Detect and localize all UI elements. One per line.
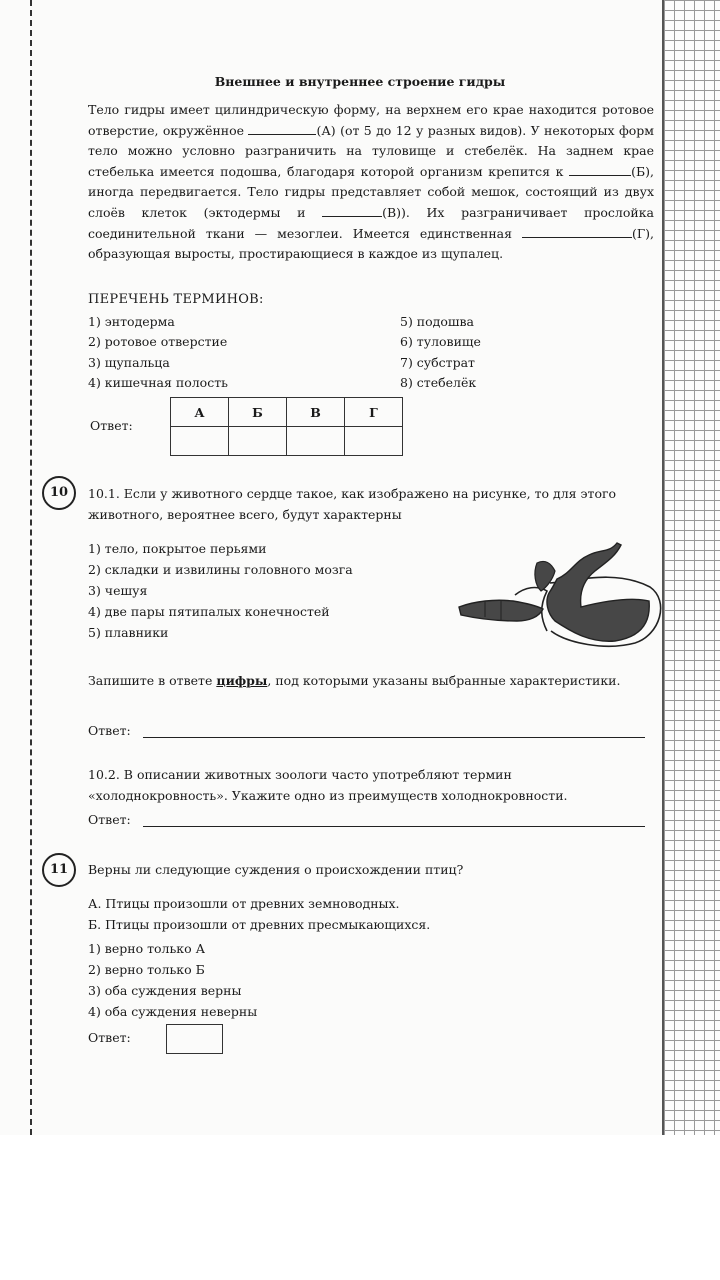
answer-header-b: Б bbox=[229, 398, 287, 427]
answer-header-a: А bbox=[171, 398, 229, 427]
term-item: 6) туловище bbox=[400, 334, 481, 349]
answer-header-v: В bbox=[287, 398, 345, 427]
answer-line-10-2[interactable] bbox=[143, 826, 645, 827]
term-item: 5) подошва bbox=[400, 314, 474, 329]
answer-cell-a[interactable] bbox=[171, 427, 229, 456]
question-10-2-text: 10.2. В описании животных зоологи часто употребляют термин «холоднокровность». Укажите одно из преимуществ холоднокровности. bbox=[88, 767, 568, 803]
answer-cell-v[interactable] bbox=[287, 427, 345, 456]
term-item: 2) ротовое отверстие bbox=[88, 334, 228, 349]
option: 2) складки и извилины головного мозга bbox=[88, 562, 353, 577]
term-item: 8) стебелёк bbox=[400, 375, 477, 390]
grid-margin bbox=[662, 0, 720, 1135]
heart-illustration bbox=[455, 535, 667, 655]
terms-heading: ПЕРЕЧЕНЬ ТЕРМИНОВ: bbox=[88, 292, 264, 307]
blank-v[interactable] bbox=[322, 216, 382, 217]
option: 4) оба суждения неверны bbox=[88, 1004, 258, 1019]
answer-cell-g[interactable] bbox=[345, 427, 403, 456]
q10-instruction: Запишите в ответе цифры, под которыми указаны выбранные характеристики. bbox=[88, 673, 621, 688]
option: 1) верно только А bbox=[88, 941, 206, 956]
term-item: 4) кишечная полость bbox=[88, 375, 228, 390]
answer-table bbox=[170, 397, 403, 456]
blank-b[interactable] bbox=[569, 175, 631, 176]
option: 4) две пары пятипалых конечностей bbox=[88, 604, 330, 619]
statement-a: А. Птицы произошли от древних земноводных. bbox=[88, 896, 400, 911]
answer-label: Ответ: bbox=[88, 1030, 131, 1045]
question-number-10: 10 bbox=[42, 476, 76, 510]
answer-cell-b[interactable] bbox=[229, 427, 287, 456]
question-number-11: 11 bbox=[42, 853, 76, 887]
answer-box-11[interactable] bbox=[166, 1024, 223, 1054]
blank-a[interactable] bbox=[248, 134, 316, 135]
answer-label: Ответ: bbox=[90, 418, 133, 433]
option: 3) чешуя bbox=[88, 583, 148, 598]
answer-label: Ответ: bbox=[88, 723, 131, 738]
term-item: 3) щупальца bbox=[88, 355, 170, 370]
question-10-text: 10.1. Если у животного сердце такое, как изображено на рисунке, то для этого животного, вероятнее всего, будут характерны bbox=[88, 486, 617, 522]
answer-label: Ответ: bbox=[88, 812, 131, 827]
answer-header-g: Г bbox=[345, 398, 403, 427]
statement-b: Б. Птицы произошли от древних пресмыкающихся. bbox=[88, 917, 431, 932]
option: 2) верно только Б bbox=[88, 962, 205, 977]
section-title: Внешнее и внутреннее строение гидры bbox=[214, 74, 506, 89]
option: 3) оба суждения верны bbox=[88, 983, 242, 998]
hydra-paragraph: Тело гидры имеет цилиндрическую форму, на верхнем его крае находится ротовое отверстие, окружённое (А) (от 5 до 12 у разных видов). У некоторых форм тело можно условно разграничить на туловище и стебелёк. На заднем крае стебелька имеется подошва, благодаря которой организм крепится к (Б), иногда передвигается. Тело гидры представляет собой мешок, состоящий из двух слоёв клеток (эктодермы и (В)). Их разграничивает прослойка соединительной ткани — мезоглеи. Имеется единственная (Г), образующая выросты, простирающиеся в каждое из щупалец. bbox=[88, 102, 654, 262]
cut-line bbox=[30, 0, 32, 1135]
term-item: 1) энтодерма bbox=[88, 314, 175, 329]
question-11-text: Верны ли следующие суждения о происхождении птиц? bbox=[88, 862, 464, 877]
option: 5) плавники bbox=[88, 625, 169, 640]
option: 1) тело, покрытое перьями bbox=[88, 541, 267, 556]
term-item: 7) субстрат bbox=[400, 355, 475, 370]
answer-line-10-1[interactable] bbox=[143, 737, 645, 738]
blank-g[interactable] bbox=[522, 237, 632, 238]
